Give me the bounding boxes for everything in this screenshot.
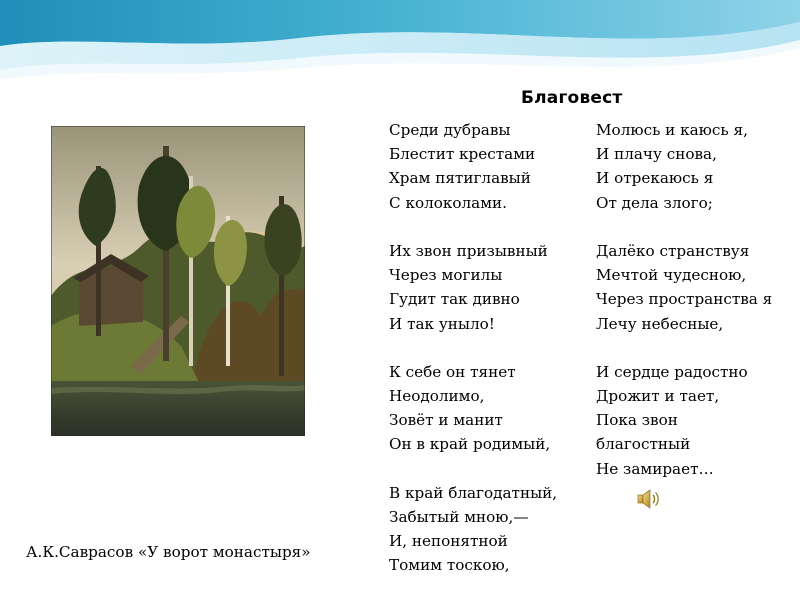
poem-line: Далёко странствуя [596, 241, 750, 260]
poem-line: Мечтой чудесною, [596, 266, 747, 285]
poem-line: Храм пятиглавый [389, 169, 531, 188]
poem-line: И, непонятной [389, 532, 508, 551]
poem-line: Их звон призывный [389, 241, 548, 260]
poem-line: Блестит крестами [389, 145, 536, 164]
poem-line: И плачу снова, [596, 145, 717, 164]
poem-line: Среди дубравы [389, 121, 511, 139]
poem-line: Не замирает… [596, 459, 714, 478]
poem-line: Лечу небесные, [596, 314, 724, 333]
stanza-gap [389, 336, 557, 360]
poem-line: С колоколами. [389, 193, 507, 212]
poem-line: Томим тоскою, [389, 556, 510, 575]
poem-line: Через пространства я [596, 290, 773, 309]
poem-line: Он в край родимый, [389, 435, 551, 454]
speaker-icon[interactable] [636, 487, 660, 511]
poem-line: Зовёт и манит [389, 411, 503, 430]
poem-line: К себе он тянет [389, 362, 516, 381]
stanza-gap [596, 215, 772, 239]
painting-caption: А.К.Саврасов «У ворот монастыря» [26, 543, 311, 561]
poem-line: И отрекаюсь я [596, 169, 714, 188]
painting-image [51, 126, 305, 436]
poem-line: И так уныло! [389, 314, 495, 333]
poem-line: Забытый мною,— [389, 508, 529, 526]
poem-line: благостный [596, 435, 691, 454]
stanza-gap [389, 215, 557, 239]
poem-left-column [389, 118, 557, 578]
header-wave-decoration [0, 0, 800, 90]
poem-right-column [596, 118, 772, 481]
poem-line: И сердце радостно [596, 362, 748, 381]
poem-line: В край благодатный, [389, 483, 558, 502]
poem-line: Молюсь и каюсь я, [596, 121, 748, 139]
poem-line: Дрожит и тает, [596, 387, 720, 406]
poem-line: Неодолимо, [389, 387, 485, 406]
poem-line: Гудит так дивно [389, 290, 520, 309]
stanza-gap [389, 457, 557, 481]
poem-title: Благовест [521, 88, 623, 108]
poem-line: От дела злого; [596, 193, 713, 212]
poem-line: Через могилы [389, 266, 503, 285]
poem-line: Пока звон [596, 411, 678, 430]
stanza-gap [596, 336, 772, 360]
